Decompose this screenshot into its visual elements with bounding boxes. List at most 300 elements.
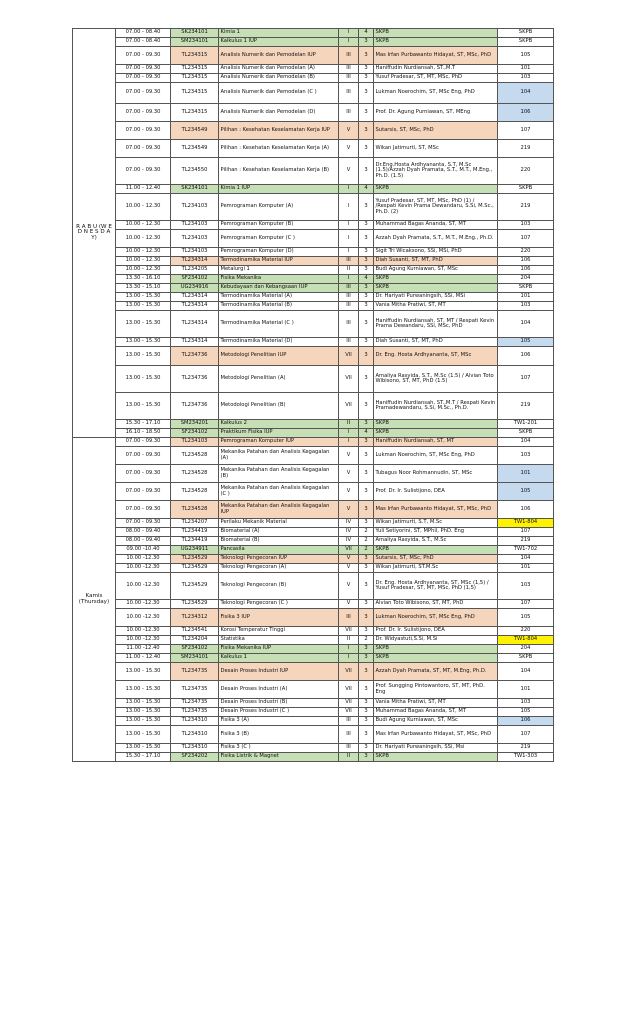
room-cell: 106 — [498, 501, 554, 519]
day-label: R A B U (W E D N E S D A Y) — [73, 29, 116, 438]
schedule-row — [73, 275, 554, 284]
course-name-cell: Metalurgi 1 — [219, 266, 339, 275]
course-name-cell: Mekanika Patahan dan Analisis Kegagalan (C ) — [219, 483, 339, 501]
time-cell: 15.30 - 17.10 — [116, 420, 171, 429]
time-cell: 07.00 - 09.30 — [116, 140, 171, 158]
course-code-cell: TL234529 — [171, 564, 219, 573]
course-name-cell: Teknologi Pengecoran (A) — [219, 564, 339, 573]
course-code-cell: TL234419 — [171, 528, 219, 537]
course-code-cell: TL234310 — [171, 744, 219, 753]
schedule-row — [73, 681, 554, 699]
semester-cell: V — [339, 501, 359, 519]
semester-cell: I — [339, 429, 359, 438]
lecturer-cell: Dr. Eng. Hosta Ardhyananta, ST, MSc (1,5) / Yusuf Pradesar, ST, MT, MSc, PhD (1,5) — [374, 573, 498, 600]
schedule-table — [72, 28, 554, 762]
semester-cell: III — [339, 104, 359, 122]
course-name-cell: Fisika 3 (B) — [219, 726, 339, 744]
credits-cell: 3 — [359, 420, 374, 429]
credits-cell: 3 — [359, 65, 374, 74]
semester-cell: I — [339, 221, 359, 230]
course-name-cell: Perilaku Mekanik Material — [219, 519, 339, 528]
lecturer-cell: Haniffudin Nurdiansah, ST.,M.T — [374, 65, 498, 74]
schedule-row — [73, 194, 554, 221]
time-cell: 13.00 - 15.30 — [116, 699, 171, 708]
time-cell: 07.00 - 08.40 — [116, 38, 171, 47]
lecturer-cell: Muhammad Bagas Ananda, ST, MT — [374, 708, 498, 717]
time-cell: 13.00 - 15.30 — [116, 717, 171, 726]
course-name-cell: Praktikum Fisika IUP — [219, 429, 339, 438]
course-code-cell: TL234314 — [171, 311, 219, 338]
lecturer-cell: Prof. Dr. Ir. Sulistijono, DEA — [374, 483, 498, 501]
lecturer-cell: Sigit Tri Wicaksono, SSi, MSi, PhD — [374, 248, 498, 257]
course-code-cell: TL234315 — [171, 104, 219, 122]
semester-cell: I — [339, 248, 359, 257]
course-name-cell: Analisis Numerik dan Pemodelan (D) — [219, 104, 339, 122]
semester-cell: VII — [339, 627, 359, 636]
lecturer-cell: Wikan Jatimurti, ST, MSc — [374, 140, 498, 158]
room-cell: 105 — [498, 47, 554, 65]
course-code-cell: SF234102 — [171, 645, 219, 654]
room-cell: 219 — [498, 744, 554, 753]
semester-cell: I — [339, 645, 359, 654]
lecturer-cell: SKPB — [374, 546, 498, 555]
course-name-cell: Kalkulus 1 IUP — [219, 38, 339, 47]
credits-cell: 3 — [359, 726, 374, 744]
time-cell: 13.00 - 15.30 — [116, 726, 171, 744]
credits-cell: 3 — [359, 284, 374, 293]
schedule-row — [73, 266, 554, 275]
credits-cell: 2 — [359, 546, 374, 555]
credits-cell: 3 — [359, 347, 374, 366]
semester-cell: III — [339, 284, 359, 293]
course-name-cell: Analisis Numerik dan Pemodelan (A) — [219, 65, 339, 74]
semester-cell: V — [339, 465, 359, 483]
room-cell: 219 — [498, 537, 554, 546]
room-cell: 104 — [498, 83, 554, 104]
schedule-row — [73, 573, 554, 600]
course-name-cell: Fisika Mekanika IUP — [219, 645, 339, 654]
credits-cell: 3 — [359, 447, 374, 465]
course-name-cell: Korosi Temperatur Tinggi — [219, 627, 339, 636]
course-name-cell: Fisika 3 (C ) — [219, 744, 339, 753]
lecturer-cell: SKPB — [374, 420, 498, 429]
room-cell: 103 — [498, 447, 554, 465]
credits-cell: 3 — [359, 564, 374, 573]
course-name-cell: Analisis Numerik dan Pemodelan (B) — [219, 74, 339, 83]
course-name-cell: Termodinamika Material (D) — [219, 338, 339, 347]
credits-cell: 3 — [359, 654, 374, 663]
semester-cell: VII — [339, 663, 359, 681]
schedule-row — [73, 248, 554, 257]
course-code-cell: TL234103 — [171, 221, 219, 230]
time-cell: 07.00 - 09.30 — [116, 519, 171, 528]
semester-cell: I — [339, 275, 359, 284]
schedule-row — [73, 744, 554, 753]
course-code-cell: SF234102 — [171, 275, 219, 284]
course-name-cell: Mekanika Patahan dan Analisis Kegagalan IUP — [219, 501, 339, 519]
course-name-cell: Kebudayaan dan Kebangsaan IUP — [219, 284, 339, 293]
credits-cell: 3 — [359, 38, 374, 47]
credits-cell: 2 — [359, 636, 374, 645]
time-cell: 07.00 - 09.30 — [116, 104, 171, 122]
schedule-row — [73, 609, 554, 627]
room-cell: 101 — [498, 681, 554, 699]
time-cell: 13.00 - 15.30 — [116, 311, 171, 338]
schedule-row — [73, 221, 554, 230]
lecturer-cell: Budi Agung Kurniawan, ST, MSc — [374, 266, 498, 275]
course-code-cell: TL234736 — [171, 393, 219, 420]
room-cell: 104 — [498, 438, 554, 447]
course-code-cell: TL234735 — [171, 708, 219, 717]
time-cell: 10.00 -12.30 — [116, 609, 171, 627]
room-cell: 105 — [498, 483, 554, 501]
course-name-cell: Desain Proses Industri (A) — [219, 681, 339, 699]
time-cell: 13.30 - 16.10 — [116, 275, 171, 284]
time-cell: 13.00 - 15.30 — [116, 393, 171, 420]
course-code-cell: TL234205 — [171, 266, 219, 275]
credits-cell: 3 — [359, 221, 374, 230]
course-code-cell: SF234102 — [171, 429, 219, 438]
semester-cell: III — [339, 47, 359, 65]
credits-cell: 3 — [359, 393, 374, 420]
lecturer-cell: Sutarsis, ST, MSc, PhD — [374, 555, 498, 564]
credits-cell: 3 — [359, 501, 374, 519]
time-cell: 10.00 -12.30 — [116, 555, 171, 564]
course-name-cell: Metodologi Penelitian IUP — [219, 347, 339, 366]
schedule-row — [73, 47, 554, 65]
course-code-cell: TL234207 — [171, 519, 219, 528]
time-cell: 07.00 - 08.40 — [116, 29, 171, 38]
room-cell: 107 — [498, 122, 554, 140]
course-code-cell: TL234529 — [171, 600, 219, 609]
lecturer-cell: SKPB — [374, 753, 498, 762]
semester-cell: III — [339, 744, 359, 753]
semester-cell: IV — [339, 537, 359, 546]
room-cell: 219 — [498, 194, 554, 221]
course-name-cell: Pilihan : Kesehatan Keselamatan Kerja (B) — [219, 158, 339, 185]
lecturer-cell: Lukman Noerochim, ST, MSc Eng, PhD — [374, 83, 498, 104]
semester-cell: V — [339, 564, 359, 573]
semester-cell: V — [339, 140, 359, 158]
credits-cell: 3 — [359, 158, 374, 185]
room-cell: 220 — [498, 627, 554, 636]
course-name-cell: Mekanika Patahan dan Analisis Kegagalan (B) — [219, 465, 339, 483]
credits-cell: 3 — [359, 47, 374, 65]
schedule-row — [73, 257, 554, 266]
semester-cell: III — [339, 65, 359, 74]
room-cell: 104 — [498, 311, 554, 338]
room-cell: 101 — [498, 65, 554, 74]
course-name-cell: Desain Proses Industri IUP — [219, 663, 339, 681]
schedule-row — [73, 65, 554, 74]
time-cell: 08.00 - 09.40 — [116, 528, 171, 537]
time-cell: 07.00 - 09.30 — [116, 158, 171, 185]
course-code-cell: TL234528 — [171, 465, 219, 483]
schedule-row — [73, 501, 554, 519]
schedule-row — [73, 717, 554, 726]
room-cell: 101 — [498, 465, 554, 483]
course-code-cell: TL234735 — [171, 699, 219, 708]
lecturer-cell: Wikan Jatimurti, S.T, M.Sc — [374, 519, 498, 528]
lecturer-cell: Amaliya Rasyida, S.T., M.Sc (1.5) / Alvian Toto Wibisono, ST, MT, PhD (1.5) — [374, 366, 498, 393]
course-name-cell: Metodologi Penelitian (A) — [219, 366, 339, 393]
schedule-row — [73, 654, 554, 663]
semester-cell: V — [339, 555, 359, 564]
lecturer-cell: Wikan Jatimurti, ST.M.Sc — [374, 564, 498, 573]
semester-cell: VII — [339, 681, 359, 699]
credits-cell: 4 — [359, 275, 374, 284]
room-cell: 204 — [498, 645, 554, 654]
schedule-row — [73, 708, 554, 717]
schedule-row — [73, 185, 554, 194]
time-cell: 08.00 - 09.40 — [116, 537, 171, 546]
lecturer-cell: Mas Irfan Purbawanto Hidayat, ST, MSc, PhD — [374, 47, 498, 65]
room-cell: SKPB — [498, 654, 554, 663]
course-code-cell: TL234315 — [171, 83, 219, 104]
time-cell: 13.00 - 15.30 — [116, 347, 171, 366]
time-cell: 10.00 -12.30 — [116, 573, 171, 600]
semester-cell: III — [339, 726, 359, 744]
schedule-row — [73, 311, 554, 338]
lecturer-cell: Azzah Dyah Pramata, ST, MT, M.Eng, Ph.D. — [374, 663, 498, 681]
lecturer-cell: Mas Irfan Purbawanto Hidayat, ST, MSc, PhD — [374, 501, 498, 519]
room-cell: 220 — [498, 158, 554, 185]
room-cell: SKPB — [498, 29, 554, 38]
course-code-cell: UG234916 — [171, 284, 219, 293]
course-code-cell: UG234911 — [171, 546, 219, 555]
time-cell: 13.00 - 15.30 — [116, 744, 171, 753]
time-cell: 11.00 - 12.40 — [116, 654, 171, 663]
room-cell: SKPB — [498, 429, 554, 438]
schedule-row — [73, 546, 554, 555]
room-cell: 107 — [498, 528, 554, 537]
course-code-cell: TL234103 — [171, 194, 219, 221]
semester-cell: I — [339, 29, 359, 38]
credits-cell: 3 — [359, 645, 374, 654]
credits-cell: 3 — [359, 663, 374, 681]
time-cell: 10.00 - 12.30 — [116, 230, 171, 248]
time-cell: 13.00 - 15.30 — [116, 302, 171, 311]
credits-cell: 3 — [359, 627, 374, 636]
lecturer-cell: Yuli Setiyorini, ST, MPhil, PhD. Eng — [374, 528, 498, 537]
room-cell: TW1-303 — [498, 753, 554, 762]
semester-cell: III — [339, 338, 359, 347]
credits-cell: 3 — [359, 600, 374, 609]
lecturer-cell: Azzah Dyah Pramata, S.T., M.T., M.Eng., Ph.D. — [374, 230, 498, 248]
room-cell: 107 — [498, 600, 554, 609]
course-code-cell: SM234101 — [171, 38, 219, 47]
semester-cell: VII — [339, 393, 359, 420]
lecturer-cell: Dr. Hariyati Purwaningsih, SSi, MSi — [374, 293, 498, 302]
schedule-row — [73, 528, 554, 537]
schedule-row — [73, 699, 554, 708]
course-name-cell: Desain Proses Industri (B) — [219, 699, 339, 708]
schedule-row — [73, 83, 554, 104]
lecturer-cell: Haniffudin Nurdiansah, ST, MT — [374, 438, 498, 447]
semester-cell: V — [339, 447, 359, 465]
lecturer-cell: Yusuf Pradesar, ST, MT, MSc, PhD — [374, 74, 498, 83]
course-code-cell: TL234735 — [171, 681, 219, 699]
credits-cell: 3 — [359, 140, 374, 158]
time-cell: 07.00 - 09.30 — [116, 465, 171, 483]
credits-cell: 3 — [359, 194, 374, 221]
course-code-cell: TL234314 — [171, 338, 219, 347]
lecturer-cell: Diah Susanti, ST, MT, PhD — [374, 338, 498, 347]
schedule-row — [73, 284, 554, 293]
course-name-cell: Pemrograman Komputer IUP — [219, 438, 339, 447]
course-name-cell: Desain Proses Industri (C ) — [219, 708, 339, 717]
credits-cell: 2 — [359, 537, 374, 546]
room-cell: 106 — [498, 104, 554, 122]
schedule-row — [73, 645, 554, 654]
lecturer-cell: Alvian Toto Wibisono, ST, MT, PhD — [374, 600, 498, 609]
room-cell: TW1-201 — [498, 420, 554, 429]
schedule-row — [73, 483, 554, 501]
semester-cell: V — [339, 600, 359, 609]
semester-cell: V — [339, 483, 359, 501]
schedule-row — [73, 438, 554, 447]
credits-cell: 3 — [359, 573, 374, 600]
lecturer-cell: Lukman Noerochim, ST, MSc Eng, PhD — [374, 447, 498, 465]
credits-cell: 3 — [359, 257, 374, 266]
course-code-cell: TL234312 — [171, 609, 219, 627]
credits-cell: 3 — [359, 338, 374, 347]
course-name-cell: Analisis Numerik dan Pemodelan (C ) — [219, 83, 339, 104]
course-code-cell: TL234541 — [171, 627, 219, 636]
lecturer-cell: Diah Susanti, ST, MT, PhD — [374, 257, 498, 266]
course-code-cell: TL234736 — [171, 366, 219, 393]
course-name-cell: Pancasila — [219, 546, 339, 555]
time-cell: 13.00 - 15.30 — [116, 681, 171, 699]
lecturer-cell: Sutarsis, ST, MSc, PhD — [374, 122, 498, 140]
room-cell: TW1-702 — [498, 546, 554, 555]
time-cell: 13.00 - 15.30 — [116, 338, 171, 347]
credits-cell: 3 — [359, 465, 374, 483]
time-cell: 13.00 - 15.30 — [116, 663, 171, 681]
credits-cell: 3 — [359, 248, 374, 257]
time-cell: 07.00 - 09.30 — [116, 501, 171, 519]
course-code-cell: TL234528 — [171, 501, 219, 519]
time-cell: 11.00 - 12.40 — [116, 185, 171, 194]
course-name-cell: Fisika 3 (A) — [219, 717, 339, 726]
credits-cell: 2 — [359, 528, 374, 537]
time-cell: 10.00 - 12.30 — [116, 248, 171, 257]
course-code-cell: TL234314 — [171, 293, 219, 302]
course-code-cell: TL234103 — [171, 438, 219, 447]
course-code-cell: TL234528 — [171, 447, 219, 465]
course-code-cell: TL234314 — [171, 302, 219, 311]
course-code-cell: TL234736 — [171, 347, 219, 366]
schedule-row — [73, 537, 554, 546]
time-cell: 09.00 -10.40 — [116, 546, 171, 555]
time-cell: 10.00 - 12.30 — [116, 266, 171, 275]
course-code-cell: TL234549 — [171, 140, 219, 158]
course-name-cell: Teknologi Pengecoran (C ) — [219, 600, 339, 609]
time-cell: 10.00 - 12.30 — [116, 194, 171, 221]
schedule-row — [73, 627, 554, 636]
lecturer-cell: Vania Mitha Pratiwi, ST, MT — [374, 302, 498, 311]
course-name-cell: Kalkulus 2 — [219, 420, 339, 429]
lecturer-cell: SKPB — [374, 654, 498, 663]
lecturer-cell: Prof. Dr. Agung Purniawan, ST, MEng — [374, 104, 498, 122]
room-cell: 103 — [498, 74, 554, 83]
schedule-row — [73, 140, 554, 158]
lecturer-cell: Muhammad Bagas Ananda, ST, MT — [374, 221, 498, 230]
schedule-row — [73, 393, 554, 420]
schedule-row — [73, 564, 554, 573]
room-cell: 105 — [498, 609, 554, 627]
schedule-row — [73, 347, 554, 366]
schedule-row — [73, 366, 554, 393]
semester-cell: I — [339, 38, 359, 47]
semester-cell: II — [339, 420, 359, 429]
course-name-cell: Metodologi Penelitian (B) — [219, 393, 339, 420]
lecturer-cell: SKPB — [374, 275, 498, 284]
lecturer-cell: Haniffudin Nurdiansah, ST.,M.T / Respati Kevin Pramadewandaru, S.Si, M.Sc., Ph.D. — [374, 393, 498, 420]
lecturer-cell: Amaliya Rasyida, S.T., M.Sc — [374, 537, 498, 546]
course-name-cell: Fisika 3 IUP — [219, 609, 339, 627]
room-cell: 107 — [498, 230, 554, 248]
semester-cell: VII — [339, 347, 359, 366]
room-cell: 105 — [498, 708, 554, 717]
schedule-row — [73, 302, 554, 311]
credits-cell: 3 — [359, 681, 374, 699]
course-name-cell: Analisis Numerik dan Pemodelan IUP — [219, 47, 339, 65]
semester-cell: I — [339, 185, 359, 194]
schedule-row — [73, 663, 554, 681]
course-code-cell: SM234101 — [171, 654, 219, 663]
semester-cell: V — [339, 158, 359, 185]
time-cell: 07.00 - 09.30 — [116, 74, 171, 83]
course-code-cell: TL234419 — [171, 537, 219, 546]
semester-cell: I — [339, 438, 359, 447]
schedule-row — [73, 429, 554, 438]
schedule-row — [73, 38, 554, 47]
course-name-cell: Pemrograman Komputer (D) — [219, 248, 339, 257]
credits-cell: 3 — [359, 438, 374, 447]
semester-cell: I — [339, 194, 359, 221]
course-code-cell: TL234314 — [171, 257, 219, 266]
time-cell: 11.00 -12.40 — [116, 645, 171, 654]
course-code-cell: TL234528 — [171, 483, 219, 501]
course-name-cell: Termodinamika Material (A) — [219, 293, 339, 302]
credits-cell: 3 — [359, 708, 374, 717]
room-cell: 106 — [498, 717, 554, 726]
schedule-row — [73, 29, 554, 38]
credits-cell: 3 — [359, 519, 374, 528]
lecturer-cell: Budi Agung Kurniawan, ST, MSc — [374, 717, 498, 726]
time-cell: 10.00 -12.30 — [116, 564, 171, 573]
course-name-cell: Biomaterial (A) — [219, 528, 339, 537]
course-name-cell: Kimia 1 IUP — [219, 185, 339, 194]
time-cell: 07.00 - 09.30 — [116, 447, 171, 465]
schedule-row — [73, 519, 554, 528]
semester-cell: III — [339, 293, 359, 302]
time-cell: 07.00 - 09.30 — [116, 438, 171, 447]
schedule-row — [73, 555, 554, 564]
credits-cell: 3 — [359, 699, 374, 708]
time-cell: 10.00 -12.30 — [116, 636, 171, 645]
course-code-cell: TL234529 — [171, 555, 219, 564]
time-cell: 13.00 - 15.30 — [116, 366, 171, 393]
time-cell: 07.00 - 09.30 — [116, 83, 171, 104]
credits-cell: 3 — [359, 302, 374, 311]
semester-cell: V — [339, 573, 359, 600]
course-name-cell: Biomaterial (B) — [219, 537, 339, 546]
credits-cell: 4 — [359, 29, 374, 38]
time-cell: 07.00 - 09.30 — [116, 65, 171, 74]
course-code-cell: SK234101 — [171, 29, 219, 38]
